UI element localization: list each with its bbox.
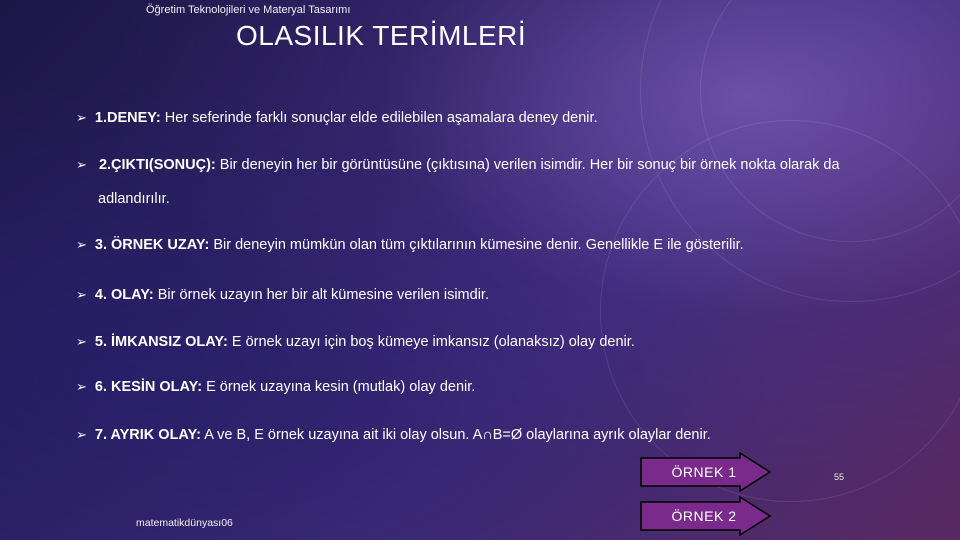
bullet-continuation: adlandırılır. bbox=[98, 191, 170, 207]
bullet-item-imkansiz-olay bbox=[76, 332, 635, 352]
arrow-bullet-icon: ➢ bbox=[76, 287, 87, 302]
bullet-term: 3. ÖRNEK UZAY: bbox=[94, 237, 210, 253]
bullet-item-deney bbox=[76, 108, 598, 128]
header-caption: Öğretim Teknolojileri ve Materyal Tasarımı bbox=[146, 4, 351, 16]
bullet-text: E örnek uzayına kesin (mutlak) olay denir. bbox=[202, 379, 476, 395]
bullet-term: 7. AYRIK OLAY: bbox=[94, 427, 202, 443]
arrow-bullet-icon: ➢ bbox=[76, 237, 87, 252]
bullet-text: A ve B, E örnek uzayına ait iki olay olsun. A∩B=Ø olaylarına ayrık olaylar denir. bbox=[201, 427, 711, 443]
bullet-term: 1.DENEY: bbox=[94, 110, 161, 126]
bullet-text: E örnek uzayı için boş kümeye imkansız (olanaksız) olay denir. bbox=[227, 334, 635, 350]
bullet-item-ayrik-olay bbox=[76, 425, 711, 445]
bullet-item-kesin-olay bbox=[76, 377, 475, 397]
bullet-text: Bir deneyin mümkün olan tüm çıktılarının kümesine denir. Genellikle E ile gösterilir. bbox=[209, 237, 744, 253]
bullet-item-cikti bbox=[76, 155, 840, 209]
arrow-bullet-icon: ➢ bbox=[76, 334, 87, 349]
arrow-bullet-icon: ➢ bbox=[76, 110, 87, 125]
arrow-bullet-icon: ➢ bbox=[76, 427, 87, 442]
footer-watermark-text: matematikdünyası06 bbox=[136, 517, 233, 529]
bullet-term: 5. İMKANSIZ OLAY: bbox=[94, 334, 228, 350]
bullet-text: Bir örnek uzayın her bir alt kümesine verilen isimdir. bbox=[153, 287, 489, 303]
slide-title: OLASILIK TERİMLERİ bbox=[236, 20, 527, 51]
arrow-bullet-icon: ➢ bbox=[76, 157, 87, 172]
background-decoration-ring bbox=[640, 0, 960, 302]
bullet-item-olay bbox=[76, 285, 489, 305]
example-1-label: ÖRNEK 1 bbox=[671, 464, 737, 480]
bullet-term: 4. OLAY: bbox=[94, 287, 154, 303]
bullet-term: 2.ÇIKTI(SONUÇ): bbox=[98, 157, 216, 173]
bullet-text: Bir deneyin her bir görüntüsüne (çıktısına) verilen isimdir. Her bir sonuç bir örnek nokta olarak da bbox=[215, 157, 840, 173]
page-number: 55 bbox=[834, 472, 845, 482]
bullet-item-ornek-uzay bbox=[76, 235, 744, 255]
bullet-term: 6. KESİN OLAY: bbox=[94, 379, 203, 395]
example-2-button[interactable] bbox=[640, 496, 772, 536]
example-1-button[interactable] bbox=[640, 452, 772, 492]
arrow-bullet-icon: ➢ bbox=[76, 379, 87, 394]
example-2-label: ÖRNEK 2 bbox=[671, 508, 737, 524]
bullet-text: Her seferinde farklı sonuçlar elde edilebilen aşamalara deney denir. bbox=[160, 110, 598, 126]
